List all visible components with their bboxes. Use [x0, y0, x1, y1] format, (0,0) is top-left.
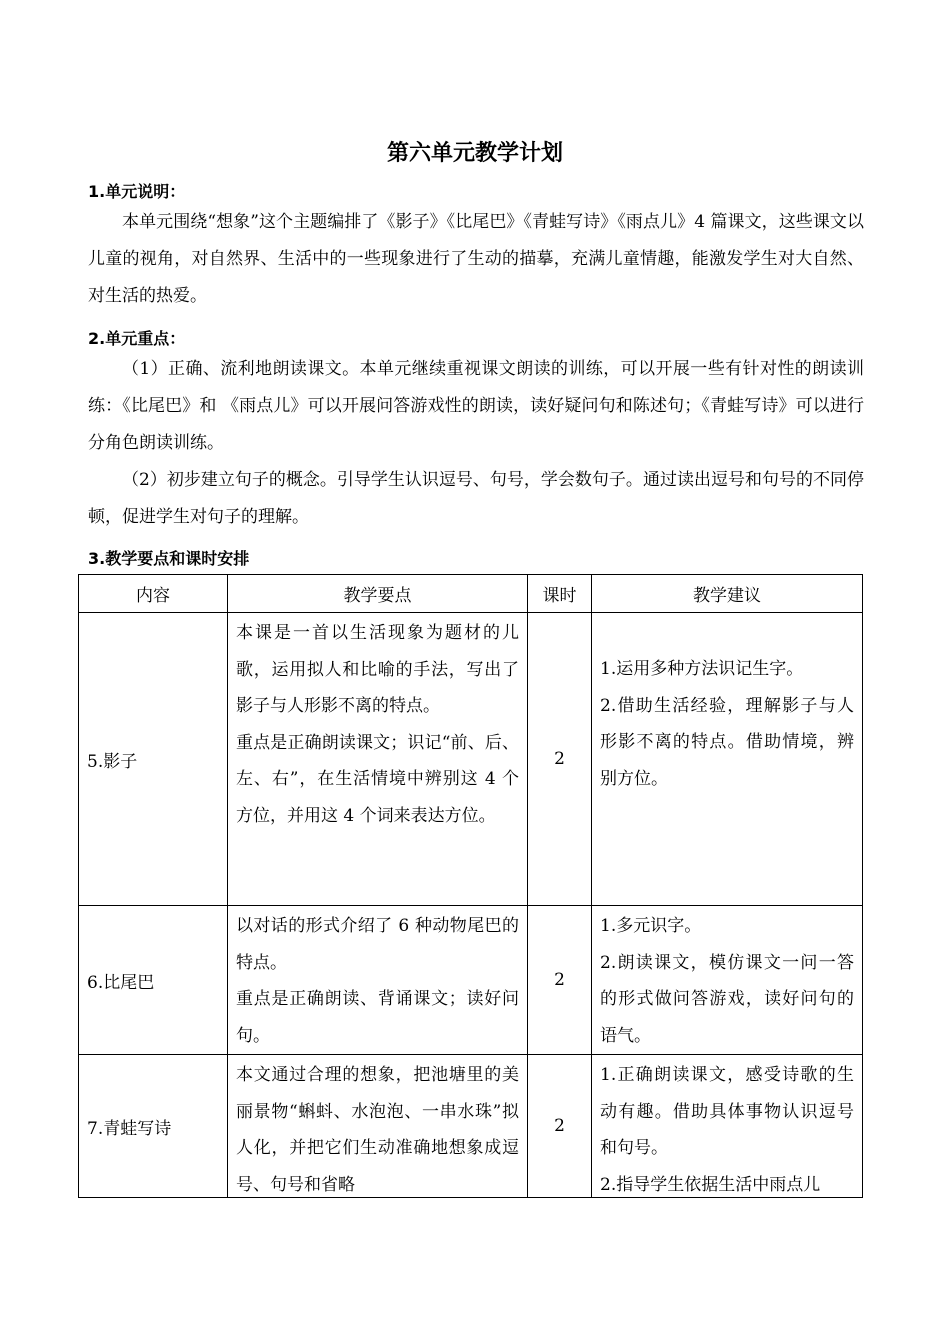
row-hours: 2 — [528, 613, 592, 906]
row-key-points — [228, 906, 528, 1055]
advice-text: 1.运用多种方法识记生字。 — [600, 659, 804, 679]
advice-text: 2.指导学生依据生活中雨点儿 — [600, 1174, 821, 1195]
key-point-text: 本课是一首以生活现象为题材的儿歌，运用拟人和比喻的手法，写出了影子与人形影不离的特点。 — [236, 623, 519, 716]
advice-text: 1.多元识字。 — [600, 916, 702, 936]
section-heading-unit-focus: 2.单元重点： — [88, 329, 186, 348]
header-hours: 课时 — [528, 575, 592, 613]
header-key-points: 教学要点 — [228, 575, 528, 613]
unit-focus-point-2: （2）初步建立句子的概念。引导学生认识逗号、句号，学会数句子。通过读出逗号和句号的不同停顿，促进学生对句子的理解。 — [88, 470, 864, 527]
table-row — [79, 906, 863, 1055]
row-advice — [592, 613, 863, 906]
teaching-plan-table — [78, 574, 863, 1198]
row-hours: 2 — [528, 1055, 592, 1198]
header-advice: 教学建议 — [592, 575, 863, 613]
row-lesson-name: 6.比尾巴 — [79, 906, 228, 1055]
key-point-text: 以对话的形式介绍了 6 种动物尾巴的特点。 — [236, 916, 519, 973]
unit-focus-point-1: （1）正确、流利地朗读课文。本单元继续重视课文朗读的训练，可以开展一些有针对性的朗读训练：《比尾巴》和 《雨点儿》可以开展问答游戏性的朗读，读好疑问句和陈述句；《青蛙写诗》可以进行分角色朗读训练。 — [88, 359, 864, 453]
key-point-text: 重点是正确朗读、背诵课文；读好问句。 — [236, 989, 519, 1046]
unit-description-text: 本单元围绕“想象”这个主题编排了《影子》《比尾巴》《青蛙写诗》《雨点儿》4 篇课文，这些课文以儿童的视角，对自然界、生活中的一些现象进行了生动的描摹，充满儿童情趣，能激发学生对大自然、对生活的热爱。 — [88, 212, 864, 306]
row-hours: 2 — [528, 906, 592, 1055]
advice-text: 2.朗读课文，模仿课文一问一答的形式做问答游戏，读好问句的语气。 — [600, 952, 854, 1046]
page-title: 第六单元教学计划 — [386, 141, 563, 166]
row-key-points — [228, 1055, 528, 1198]
row-lesson-name: 5.影子 — [79, 613, 228, 906]
row-advice — [592, 906, 863, 1055]
row-lesson-name: 7.青蛙写诗 — [79, 1055, 228, 1198]
section-heading-unit-description: 1.单元说明： — [88, 182, 186, 201]
advice-text: 1.正确朗读课文，感受诗歌的生动有趣。借助具体事物认识逗号和句号。 — [600, 1065, 854, 1158]
key-point-text: 本文通过合理的想象，把池塘里的美丽景物“蝌蚪、水泡泡、一串水珠”拟人化，并把它们生动准确地想象成逗号、句号和省略 — [236, 1065, 519, 1195]
table-row — [79, 1055, 863, 1198]
row-key-points — [228, 613, 528, 906]
table-header-row — [79, 575, 863, 613]
section-heading-teaching-plan: 3.教学要点和课时安排 — [88, 549, 250, 568]
header-content: 内容 — [79, 575, 228, 613]
row-advice — [592, 1055, 863, 1198]
table-row — [79, 613, 863, 906]
key-point-text: 重点是正确朗读课文；识记“前、后、左、右”，在生活情境中辨别这 4 个方位，并用这 4 个词来表达方位。 — [236, 732, 519, 826]
advice-text: 2.借助生活经验，理解影子与人形影不离的特点。借助情境，辨别方位。 — [600, 695, 854, 789]
